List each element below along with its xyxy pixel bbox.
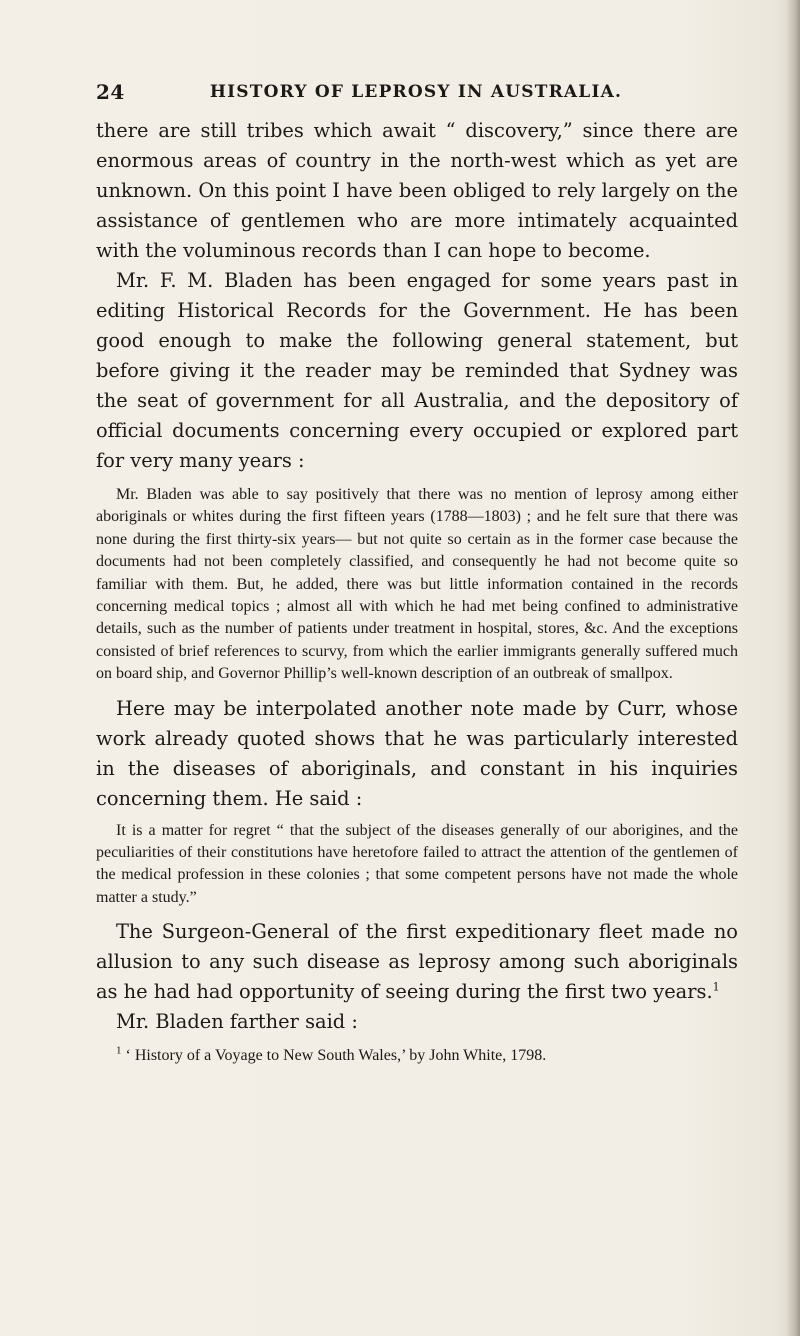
page-header <box>96 80 736 110</box>
running-title: HISTORY OF LEPROSY IN AUSTRALIA. <box>209 82 623 102</box>
page-number: 24 <box>96 80 125 104</box>
page-edge-shadow <box>786 0 800 1336</box>
footnote-text: ‘ History of a Voyage to New South Wales,’ by John White, 1798. <box>125 1047 547 1065</box>
quote-bladen-statement: Mr. Bladen was able to say positively that there was no mention of leprosy among either aboriginals or whites during the first fifteen years (1788—1803) ; and he felt sure that there was none during the first thirty-six years— but not quite so certain as in the former case because the documents had not been completely classified, and consequently he had not become quite so familiar with them. But, he added, there was but little information contained in the records concerning medical topics ; almost all with which he had met being confined to administrative details, such as the number of patients under treatment in hospital, stores, &c. And the exceptions consisted of brief references to scurvy, from which the earlier immigrants generally suffered much on board ship, and Governor Phillip’s well-known description of an outbreak of smallpox. <box>96 486 738 683</box>
footnote-reference: 1 <box>712 980 720 994</box>
paragraph-surgeon-general <box>96 917 738 1007</box>
paragraph-bladen-further: Mr. Bladen farther said : <box>116 1010 358 1034</box>
paragraph-curr-note: Here may be interpolated another note made by Curr, whose work already quoted shows that he was particularly interested in the diseases of aboriginals, and constant in his inquiries concerning them. He said : <box>96 696 738 810</box>
footnote <box>96 1045 738 1067</box>
body-text <box>96 116 738 1067</box>
paragraph-bladen-intro: Mr. F. M. Bladen has been engaged for some years past in editing Historical Records for the Government. He has been good enough to make the following general statement, but before giving it the reader may be reminded that Sydney was the seat of government for all Australia, and the depository of official documents concerning every occupied or explored part for very many years : <box>96 269 738 472</box>
paragraph-surgeon-general-text: The Surgeon-General of the first expeditionary fleet made no allusion to any such disease as leprosy among such aboriginals as he had had opportunity of seeing during the first two years. <box>96 920 738 1004</box>
quote-curr: It is a matter for regret “ that the subject of the diseases generally of our aborigines, and the peculiarities of their constitutions have heretofore failed to attract the attention of the gentlemen of the medical profession in these colonies ; that some competent persons have not made the whole matter a study.” <box>96 821 738 906</box>
paragraph-continued: there are still tribes which await “ discovery,” since there are enormous areas of country in the north-west which as yet are unknown. On this point I have been obliged to rely largely on the assistance of gentlemen who are more intimately acquainted with the voluminous records than I can hope to become. <box>96 119 738 262</box>
footnote-marker: 1 <box>116 1044 122 1057</box>
